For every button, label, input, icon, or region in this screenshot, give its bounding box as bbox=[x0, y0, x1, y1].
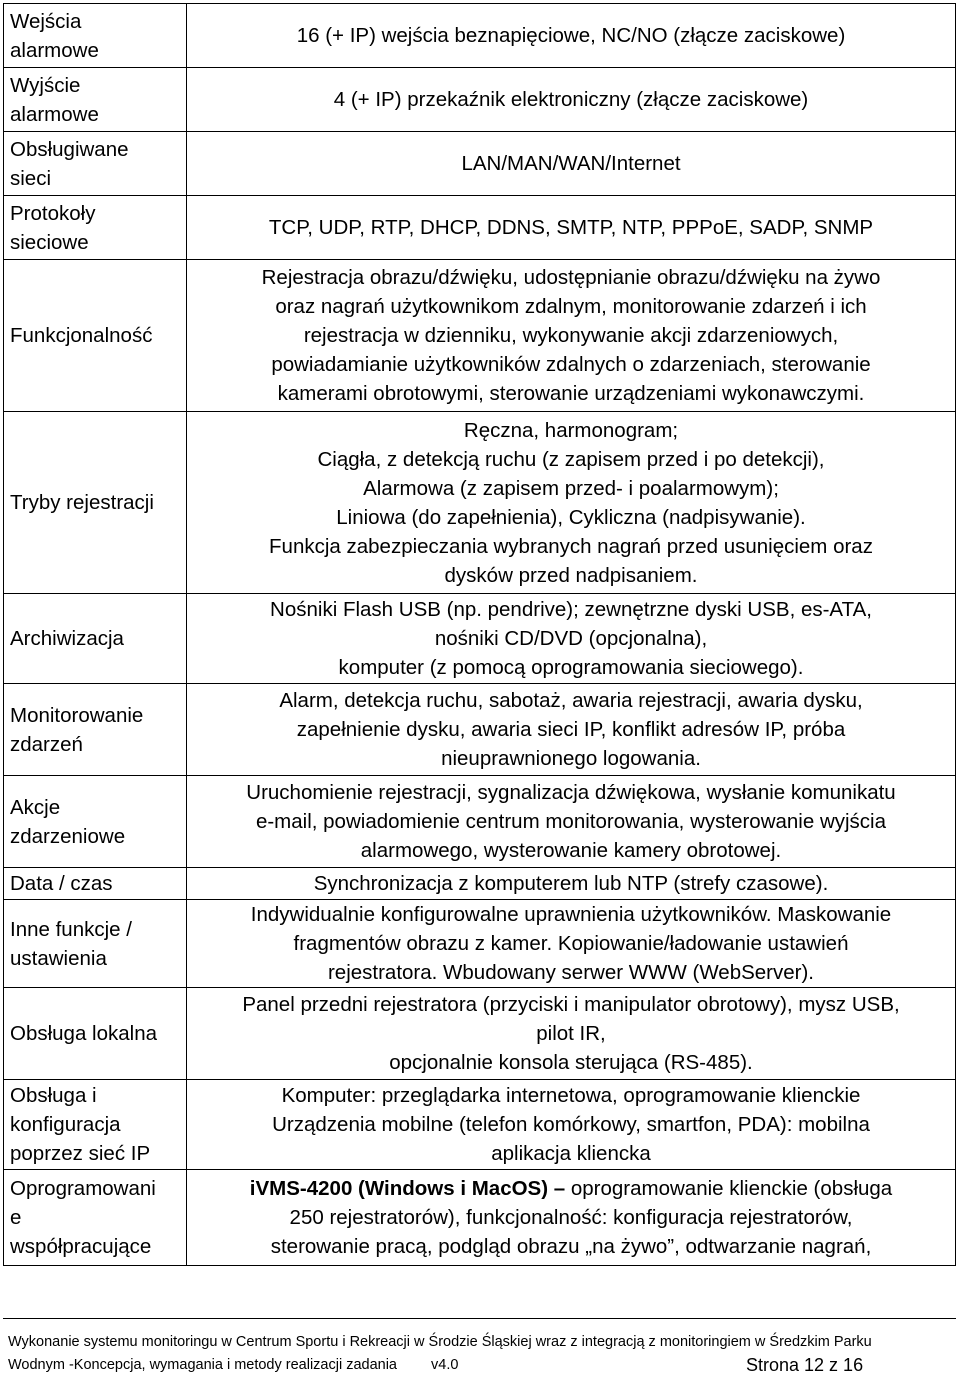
spec-table bbox=[3, 3, 956, 1266]
spec-label-cell bbox=[4, 412, 187, 594]
spec-label-text: Obsługa lokalna bbox=[10, 1022, 158, 1045]
spec-value-cell bbox=[187, 1080, 956, 1170]
spec-value-cell bbox=[187, 412, 956, 594]
spec-label-text: współpracujące bbox=[10, 1235, 152, 1258]
spec-row bbox=[4, 900, 956, 988]
spec-value-line: Liniowa (do zapełnienia), Cykliczna (nadpisywanie). bbox=[336, 505, 806, 529]
spec-value-line: komputer (z pomocą oprogramowania sieciowego). bbox=[338, 656, 804, 679]
spec-value-line: oraz nagrań użytkownikom zdalnym, monitorowanie zdarzeń i ich bbox=[275, 295, 867, 318]
spec-row bbox=[4, 1170, 956, 1266]
spec-value-line: kamerami obrotowymi, sterowanie urządzeniami wykonawczymi. bbox=[277, 382, 865, 405]
spec-label-text: Oprogramowani bbox=[10, 1177, 156, 1200]
spec-value-cell bbox=[187, 776, 956, 868]
spec-value-line: alarmowego, wysterowanie kamery obrotowej. bbox=[360, 839, 782, 862]
spec-label-text: Akcje bbox=[10, 795, 61, 819]
spec-row bbox=[4, 132, 956, 196]
spec-value-line: TCP, UDP, RTP, DHCP, DDNS, SMTP, NTP, PPPoE, SADP, SNMP bbox=[268, 216, 874, 239]
footer-line-2 bbox=[8, 1355, 864, 1375]
spec-label-text: Obsługa i bbox=[10, 1084, 97, 1107]
spec-value-line: Funkcja zabezpieczania wybranych nagrań przed usunięciem oraz bbox=[269, 534, 873, 558]
spec-value-line bbox=[193, 1174, 949, 1203]
spec-value-line: Alarmowa (z zapisem przed- i poalarmowym); bbox=[363, 476, 779, 500]
spec-label-cell bbox=[4, 594, 187, 684]
spec-label-text: Wejścia bbox=[10, 9, 82, 33]
spec-label-text: zdarzeniowe bbox=[10, 824, 126, 848]
footer-line-1: Wykonanie systemu monitoringu w Centrum Sportu i Rekreacji w Środzie Śląskiej wraz z integracją z monitoringiem w Średzkim Parku bbox=[8, 1334, 872, 1350]
spec-value-cell bbox=[187, 900, 956, 988]
spec-value-line: pilot IR, bbox=[536, 1022, 606, 1045]
footer-version: v4.0 bbox=[431, 1357, 459, 1373]
spec-value-line: sterowanie pracą, podgląd obrazu „na żywo”, odtwarzanie nagrań, bbox=[270, 1235, 872, 1258]
spec-value-line: zapełnienie dysku, awaria sieci IP, konflikt adresów IP, próba bbox=[296, 718, 846, 741]
footer-document-title: Wodnym -Koncepcja, wymagania i metody realizacji zadania bbox=[8, 1357, 398, 1373]
spec-value-line: Ręczna, harmonogram; bbox=[463, 418, 679, 442]
spec-row bbox=[4, 412, 956, 594]
spec-label-cell bbox=[4, 1080, 187, 1170]
spec-label-text: Tryby rejestracji bbox=[10, 491, 154, 514]
spec-value-line: aplikacja kliencka bbox=[491, 1142, 651, 1165]
spec-label-text: Wyjście bbox=[10, 73, 81, 97]
spec-value-line: 250 rejestratorów), funkcjonalność: konfiguracja rejestratorów, bbox=[289, 1206, 853, 1229]
spec-value-cell bbox=[187, 1170, 956, 1266]
spec-row bbox=[4, 776, 956, 868]
spec-label-text: Inne funkcje / bbox=[10, 917, 132, 941]
spec-label-text: e bbox=[10, 1206, 22, 1229]
spec-value-line: Ciągła, z detekcją ruchu (z zapisem przed i po detekcji), bbox=[317, 447, 825, 471]
spec-label-text: Protokoły bbox=[10, 201, 96, 225]
spec-row bbox=[4, 594, 956, 684]
spec-row bbox=[4, 988, 956, 1080]
spec-label-text: zdarzeń bbox=[10, 732, 83, 756]
spec-label-text: Obsługiwane bbox=[10, 137, 129, 161]
spec-value-line: opcjonalnie konsola sterująca (RS-485). bbox=[389, 1051, 753, 1074]
spec-label-text: Monitorowanie bbox=[10, 703, 144, 727]
spec-label-text: alarmowe bbox=[10, 38, 99, 62]
spec-value-line: 4 (+ IP) przekaźnik elektroniczny (złącze zaciskowe) bbox=[333, 88, 809, 111]
spec-value-line: Komputer: przeglądarka internetowa, oprogramowanie klienckie bbox=[281, 1084, 861, 1107]
spec-row bbox=[4, 260, 956, 412]
spec-label-cell bbox=[4, 776, 187, 868]
spec-table-body bbox=[4, 4, 956, 1266]
spec-value-line: Rejestracja obrazu/dźwięku, udostępnianie obrazu/dźwięku na żywo bbox=[261, 266, 881, 289]
spec-label-text: ustawienia bbox=[10, 946, 107, 970]
spec-value-cell bbox=[187, 684, 956, 776]
spec-value-line: Alarm, detekcja ruchu, sabotaż, awaria rejestracji, awaria dysku, bbox=[279, 689, 863, 712]
spec-label-cell bbox=[4, 196, 187, 260]
spec-value-cell bbox=[187, 68, 956, 132]
spec-label-cell bbox=[4, 684, 187, 776]
spec-label-cell bbox=[4, 260, 187, 412]
spec-value-line: rejestracja w dzienniku, wykonywanie akcji zdarzeniowych, bbox=[303, 324, 839, 347]
spec-value-line: LAN/MAN/WAN/Internet bbox=[461, 152, 681, 175]
spec-value-line: dysków przed nadpisaniem. bbox=[444, 563, 698, 587]
software-description: oprogramowanie klienckie (obsługa bbox=[565, 1177, 893, 1200]
spec-value-cell bbox=[187, 196, 956, 260]
spec-label-cell bbox=[4, 1170, 187, 1266]
spec-label-cell bbox=[4, 868, 187, 900]
spec-label-text: alarmowe bbox=[10, 102, 99, 126]
spec-label-text: sieciowe bbox=[10, 230, 89, 254]
spec-value-line: e-mail, powiadomienie centrum monitorowania, wysterowanie wyjścia bbox=[255, 810, 887, 833]
spec-label-text: sieci bbox=[10, 166, 52, 190]
spec-value-line: nośniki CD/DVD (opcjonalna), bbox=[434, 627, 708, 650]
spec-value-line: Panel przedni rejestratora (przyciski i manipulator obrotowy), mysz USB, bbox=[242, 993, 900, 1016]
spec-value-line: rejestratora. Wbudowany serwer WWW (WebServer). bbox=[327, 961, 815, 984]
spec-row bbox=[4, 68, 956, 132]
spec-value-cell bbox=[187, 132, 956, 196]
spec-value-line: powiadamianie użytkowników zdalnych o zdarzeniach, sterowanie bbox=[271, 353, 871, 376]
spec-label-text: Archiwizacja bbox=[10, 627, 124, 650]
footer-page-number: Strona 12 z 16 bbox=[746, 1355, 864, 1375]
spec-label-text: poprzez sieć IP bbox=[10, 1142, 151, 1165]
spec-row bbox=[4, 196, 956, 260]
spec-value-line: Uruchomienie rejestracji, sygnalizacja dźwiękowa, wysłanie komunikatu bbox=[246, 781, 896, 804]
spec-label-cell bbox=[4, 988, 187, 1080]
spec-row bbox=[4, 4, 956, 68]
spec-value-line: Nośniki Flash USB (np. pendrive); zewnętrzne dyski USB, es-ATA, bbox=[270, 598, 872, 621]
spec-label-cell bbox=[4, 132, 187, 196]
spec-value-line: nieuprawnionego logowania. bbox=[441, 747, 701, 770]
spec-value-cell bbox=[187, 868, 956, 900]
spec-value-cell bbox=[187, 260, 956, 412]
spec-label-cell bbox=[4, 900, 187, 988]
spec-row bbox=[4, 684, 956, 776]
spec-row bbox=[4, 868, 956, 900]
spec-value-line: Synchronizacja z komputerem lub NTP (strefy czasowe). bbox=[313, 872, 829, 895]
spec-row bbox=[4, 1080, 956, 1170]
spec-value-line: Urządzenia mobilne (telefon komórkowy, smartfon, PDA): mobilna bbox=[272, 1113, 870, 1136]
spec-label-text: konfiguracja bbox=[10, 1113, 121, 1136]
spec-value-cell bbox=[187, 4, 956, 68]
spec-label-text: Data / czas bbox=[10, 872, 113, 895]
spec-label-cell bbox=[4, 68, 187, 132]
spec-label-cell bbox=[4, 4, 187, 68]
spec-value-line: Indywidualnie konfigurowalne uprawnienia użytkowników. Maskowanie bbox=[250, 903, 892, 926]
footer-divider bbox=[3, 1318, 956, 1319]
spec-label-text: Funkcjonalność bbox=[10, 324, 153, 347]
software-name: iVMS-4200 (Windows i MacOS) – bbox=[249, 1177, 566, 1200]
spec-value-cell bbox=[187, 988, 956, 1080]
spec-value-line: fragmentów obrazu z kamer. Kopiowanie/ładowanie ustawień bbox=[293, 932, 849, 955]
spec-value-line: 16 (+ IP) wejścia beznapięciowe, NC/NO (złącze zaciskowe) bbox=[296, 24, 846, 47]
spec-value-cell bbox=[187, 594, 956, 684]
